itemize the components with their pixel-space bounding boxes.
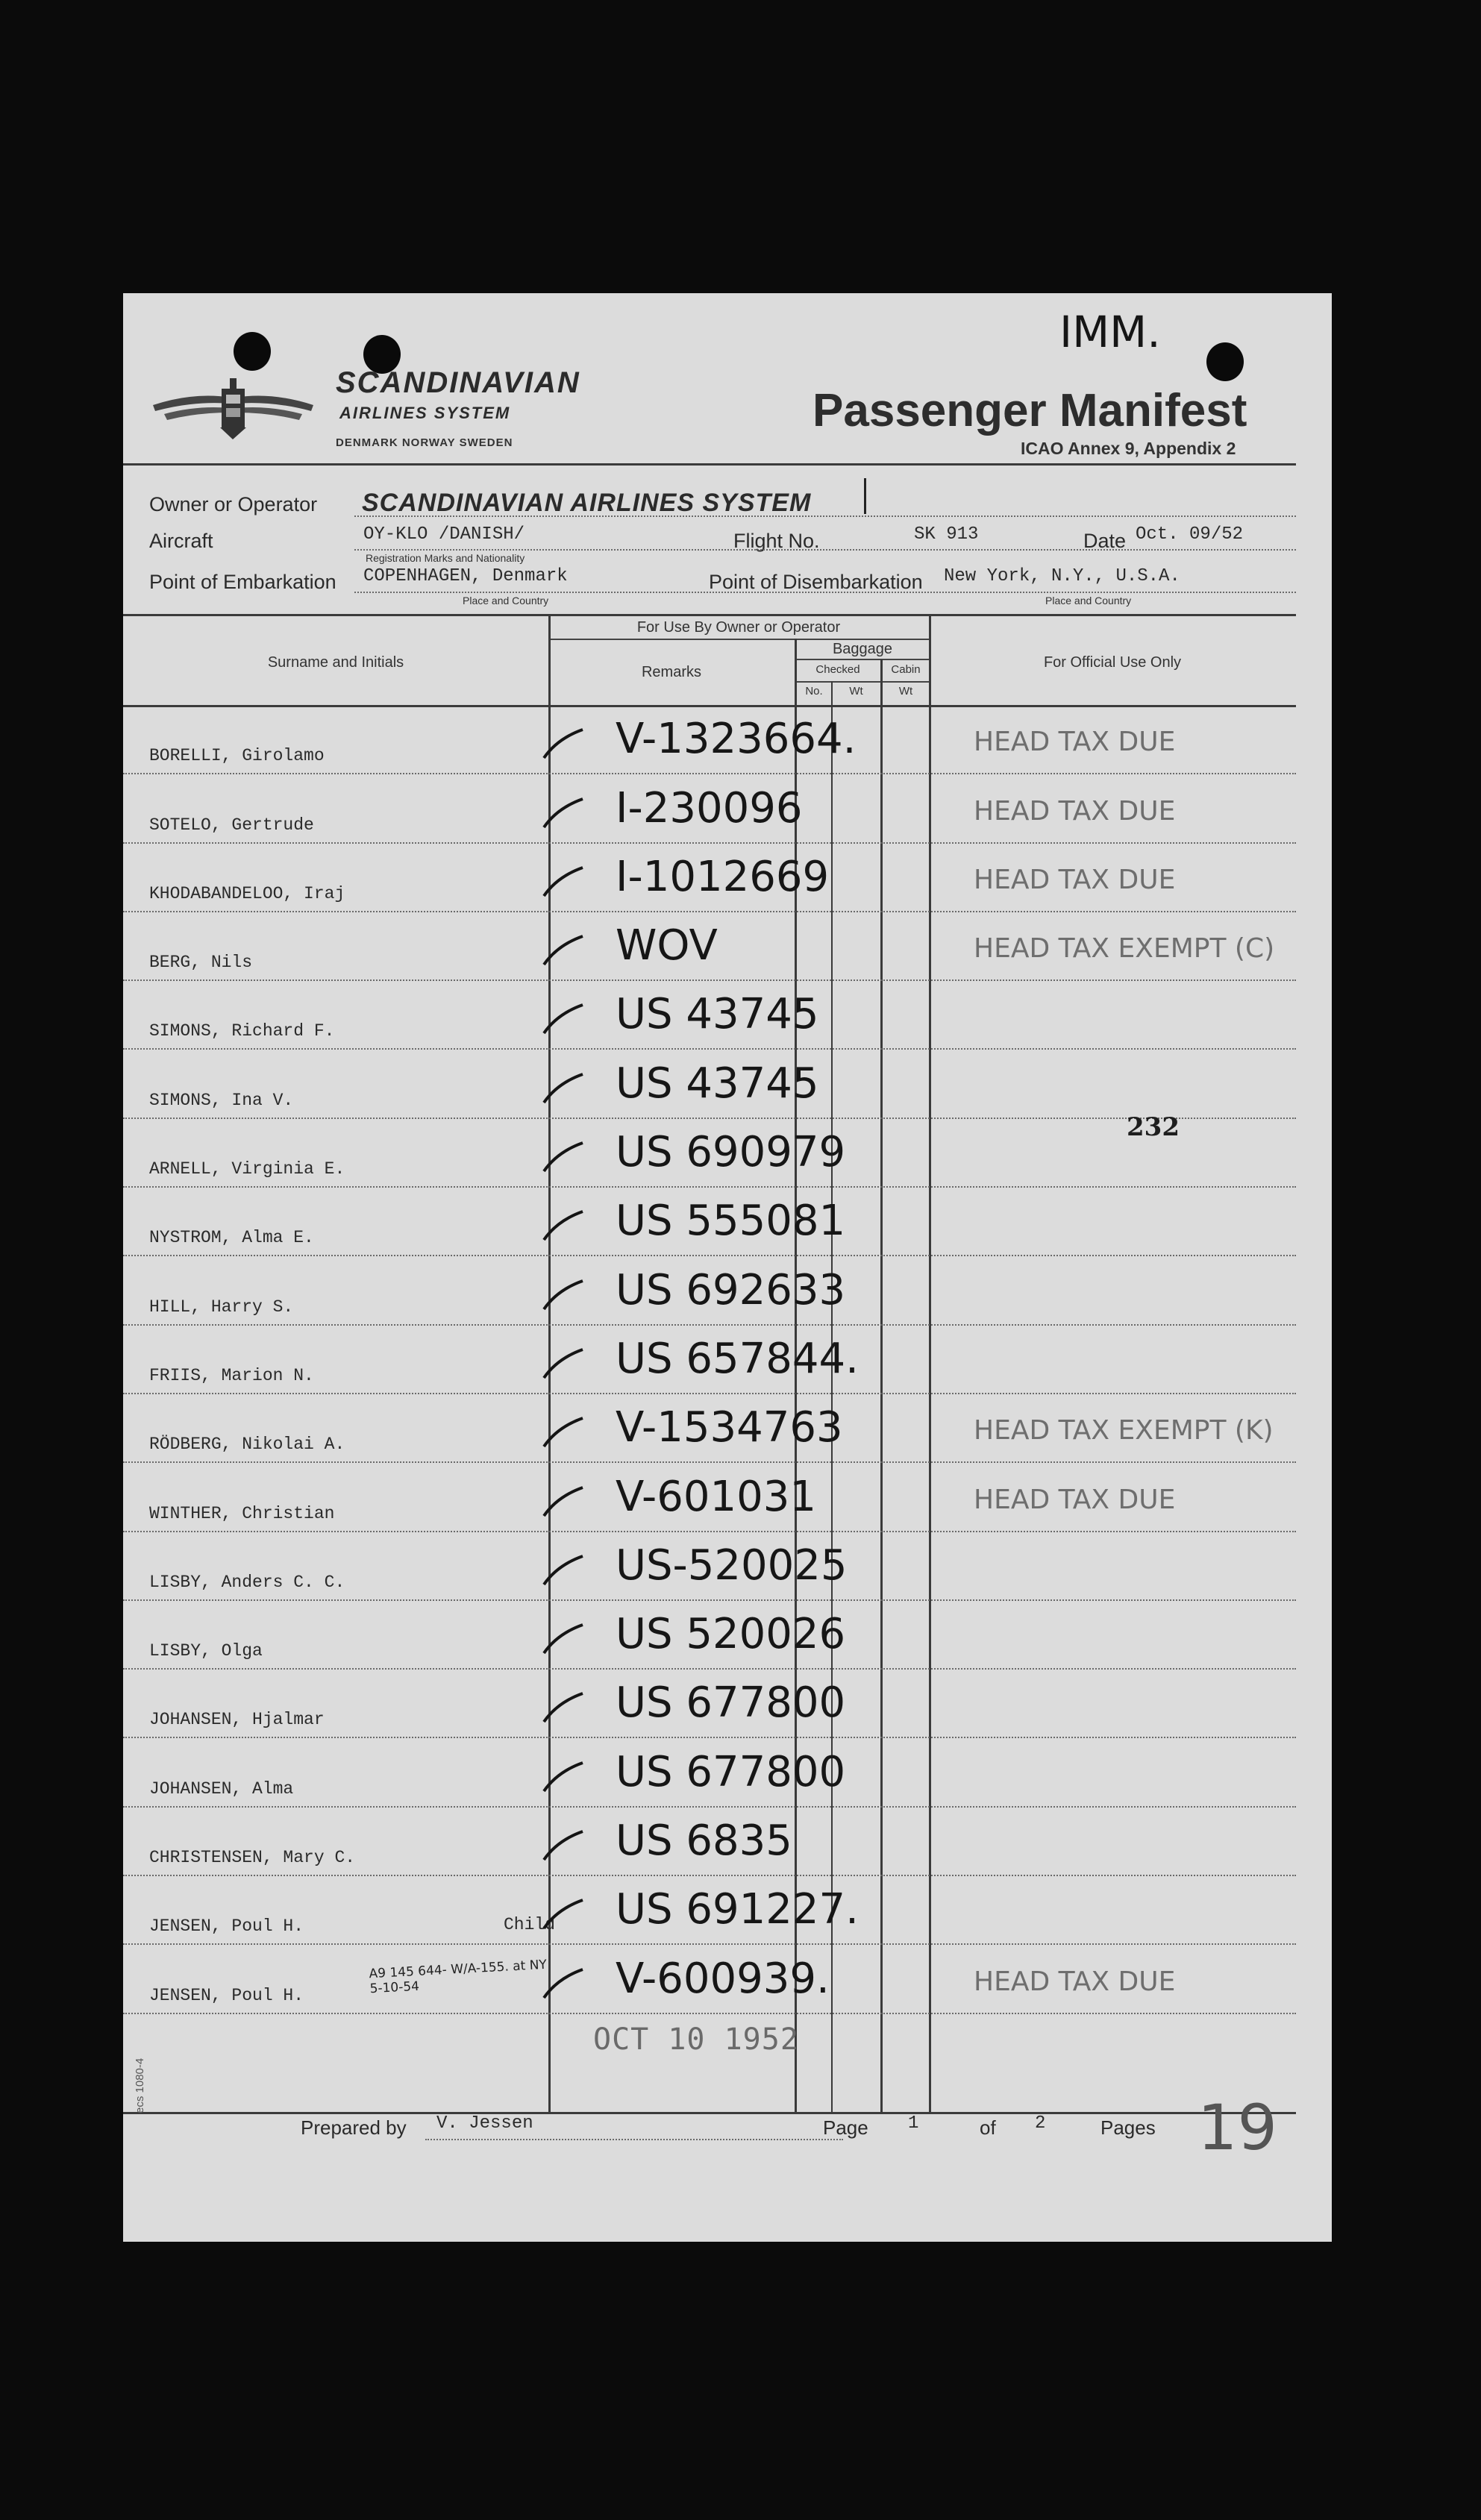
passenger-name: HILL, Harry S.	[149, 1297, 294, 1317]
passenger-note: A9 145 644- W/A-155. at NY 5-10-54	[369, 1957, 548, 1996]
remark-handwritten: US 520026	[616, 1610, 846, 1659]
passenger-name: JOHANSEN, Alma	[149, 1778, 294, 1799]
passenger-name: SIMONS, Ina V.	[149, 1090, 294, 1110]
check-mark-icon	[541, 1345, 586, 1382]
official-stamp: HEAD TAX EXEMPT (K)	[974, 1415, 1274, 1447]
row-rule	[123, 1118, 1296, 1119]
row-rule	[123, 1461, 1296, 1463]
pages-label: Pages	[1100, 2116, 1156, 2139]
header-baggage: Baggage	[832, 641, 893, 657]
remark-handwritten: US 690979	[616, 1128, 846, 1177]
table-row	[123, 914, 1296, 982]
official-stamp: HEAD TAX DUE	[974, 795, 1176, 827]
row-rule	[123, 1324, 1296, 1326]
passenger-note: Child	[504, 1915, 556, 1935]
row-rule	[123, 1668, 1296, 1670]
table-row	[123, 1258, 1296, 1326]
check-mark-icon	[541, 1965, 586, 2002]
header-owner-use-rule	[548, 639, 929, 640]
row-rule	[123, 842, 1296, 844]
table-row	[123, 1120, 1296, 1189]
flight-value: SK 913	[914, 524, 979, 545]
row-rule	[123, 1806, 1296, 1808]
table-row	[123, 1534, 1296, 1602]
table-row	[123, 1740, 1296, 1809]
passenger-name: SOTELO, Gertrude	[149, 815, 314, 835]
airline-countries: DENMARK NORWAY SWEDEN	[336, 436, 513, 449]
remark-handwritten: V-601031	[616, 1472, 817, 1521]
remark-handwritten: I-230096	[616, 783, 803, 833]
of-label: of	[980, 2116, 996, 2139]
passenger-name: FRIIS, Marion N.	[149, 1365, 314, 1385]
row-rule	[123, 1186, 1296, 1188]
manifest-sheet	[123, 293, 1332, 2242]
remark-handwritten: V-1323664.	[616, 715, 857, 764]
header-checked: Checked	[815, 663, 860, 676]
remark-handwritten: US 691227.	[616, 1885, 859, 1934]
passenger-name: JOHANSEN, Hjalmar	[149, 1710, 325, 1730]
row-rule	[123, 1255, 1296, 1256]
row-rule	[123, 1393, 1296, 1394]
row-rule	[123, 1943, 1296, 1945]
row-rule	[123, 1737, 1296, 1738]
handwritten-stroke	[864, 478, 866, 514]
table-row	[123, 1809, 1296, 1878]
official-stamp: HEAD TAX DUE	[974, 864, 1176, 895]
passenger-name: BERG, Nils	[149, 953, 253, 973]
check-mark-icon	[541, 1207, 586, 1244]
of-value: 2	[1035, 2113, 1046, 2134]
passenger-name: LISBY, Olga	[149, 1641, 263, 1661]
date-stamp: OCT 10 1952	[593, 2022, 799, 2057]
check-mark-icon	[541, 1896, 586, 1933]
row-rule	[123, 980, 1296, 981]
table-row	[123, 1946, 1296, 2015]
check-mark-icon	[541, 1070, 586, 1107]
check-mark-icon	[541, 1276, 586, 1314]
stamp-number: 232	[1127, 1112, 1180, 1142]
remark-handwritten: US-520025	[616, 1540, 848, 1590]
header-no: No.	[805, 685, 823, 698]
owner-rule	[354, 515, 1296, 517]
passenger-name: SIMONS, Richard F.	[149, 1021, 335, 1041]
header-baggage-rule	[796, 659, 929, 660]
check-mark-icon	[541, 1758, 586, 1796]
passenger-name: NYSTROM, Alma E.	[149, 1228, 314, 1248]
prepared-value: V. Jessen	[436, 2113, 533, 2134]
table-row	[123, 707, 1296, 776]
table-row	[123, 1327, 1296, 1396]
aircraft-value: OY-KLO /DANISH/	[363, 524, 525, 545]
airline-name: SCANDINAVIAN	[336, 366, 580, 399]
header-divider	[123, 463, 1296, 466]
row-rule	[123, 1048, 1296, 1050]
row-rule	[123, 1875, 1296, 1876]
header-checked-rule	[796, 681, 929, 683]
prepared-label: Prepared by	[301, 2116, 407, 2139]
table-row	[123, 982, 1296, 1051]
check-mark-icon	[541, 1483, 586, 1520]
remark-handwritten: US 692633	[616, 1265, 846, 1314]
page-value: 1	[908, 2113, 919, 2134]
table-row	[123, 1464, 1296, 1533]
check-mark-icon	[541, 1138, 586, 1176]
table-bottom-rule	[123, 2112, 1296, 2114]
check-mark-icon	[541, 932, 586, 969]
disembarkation-label: Point of Disembarkation	[709, 571, 923, 593]
embarkation-rule	[354, 592, 1296, 593]
handwritten-page-number: 19	[1197, 2091, 1277, 2164]
date-label: Date	[1083, 530, 1127, 552]
airline-subtitle: AIRLINES SYSTEM	[339, 404, 511, 422]
owner-value: SCANDINAVIAN AIRLINES SYSTEM	[362, 489, 812, 517]
aircraft-label: Aircraft	[149, 530, 213, 552]
check-mark-icon	[541, 1689, 586, 1726]
table-row	[123, 1189, 1296, 1258]
passenger-name: ARNELL, Virginia E.	[149, 1159, 345, 1179]
table-row	[123, 1052, 1296, 1120]
check-mark-icon	[541, 1000, 586, 1038]
table-row	[123, 1878, 1296, 1946]
passenger-name: JENSEN, Poul H.	[149, 1985, 304, 2005]
check-mark-icon	[541, 1827, 586, 1864]
header-owner-use: For Use By Owner or Operator	[636, 619, 841, 636]
row-rule	[123, 2013, 1296, 2014]
passenger-name: RÖDBERG, Nikolai A.	[149, 1435, 345, 1455]
header-remarks: Remarks	[641, 664, 701, 680]
official-stamp: HEAD TAX EXEMPT (C)	[974, 933, 1275, 965]
row-rule	[123, 1599, 1296, 1601]
table-top-rule	[123, 614, 1296, 616]
embarkation-label: Point of Embarkation	[149, 571, 336, 593]
punch-hole	[234, 332, 271, 371]
row-rule	[123, 1531, 1296, 1532]
row-rule	[123, 773, 1296, 774]
punch-hole	[1206, 342, 1244, 381]
header-cabin: Cabin	[891, 663, 921, 676]
remark-handwritten: WOV	[616, 921, 718, 971]
flight-label: Flight No.	[733, 530, 820, 552]
check-mark-icon	[541, 863, 586, 900]
prepared-rule	[425, 2139, 843, 2140]
check-mark-icon	[541, 1552, 586, 1589]
header-wt: Wt	[849, 685, 863, 698]
remark-handwritten: US 677800	[616, 1679, 846, 1728]
disembarkation-caption: Place and Country	[1045, 595, 1132, 607]
form-title: Passenger Manifest	[812, 385, 1247, 436]
table-row	[123, 1396, 1296, 1464]
passenger-name: JENSEN, Poul H.	[149, 1916, 304, 1937]
official-stamp: HEAD TAX DUE	[974, 1966, 1176, 1997]
header-cabin-wt: Wt	[898, 685, 913, 698]
aircraft-caption: Registration Marks and Nationality	[366, 552, 525, 564]
table-row	[123, 845, 1296, 914]
side-code: ecs 1080-4	[134, 2057, 146, 2113]
check-mark-icon	[541, 1414, 586, 1451]
remark-handwritten: V-600939.	[616, 1954, 830, 2003]
remark-handwritten: US 6835	[616, 1817, 792, 1866]
remark-handwritten: I-1012669	[616, 852, 830, 901]
passenger-name: LISBY, Anders C. C.	[149, 1572, 345, 1592]
passenger-name: KHODABANDELOO, Iraj	[149, 883, 345, 903]
header-surname: Surname and Initials	[267, 654, 404, 671]
passenger-name: WINTHER, Christian	[149, 1503, 335, 1523]
table-row	[123, 776, 1296, 844]
passenger-name: CHRISTENSEN, Mary C.	[149, 1848, 356, 1868]
embarkation-value: COPENHAGEN, Denmark	[363, 566, 568, 586]
official-stamp: HEAD TAX DUE	[974, 1484, 1176, 1515]
table-row	[123, 1671, 1296, 1740]
table-row	[123, 1602, 1296, 1671]
disembarkation-value: New York, N.Y., U.S.A.	[944, 566, 1180, 586]
check-mark-icon	[541, 1620, 586, 1658]
date-value: Oct. 09/52	[1136, 524, 1244, 545]
owner-label: Owner or Operator	[149, 493, 318, 515]
remark-handwritten: V-1534763	[616, 1403, 843, 1452]
page-label: Page	[823, 2116, 868, 2139]
remark-handwritten: US 657844.	[616, 1334, 859, 1383]
official-stamp: HEAD TAX DUE	[974, 727, 1176, 758]
remark-handwritten: US 555081	[616, 1197, 846, 1246]
sas-wings-logo-icon	[149, 375, 317, 442]
form-subtitle: ICAO Annex 9, Appendix 2	[1021, 439, 1236, 458]
remark-handwritten: US 677800	[616, 1747, 846, 1796]
check-mark-icon	[541, 794, 586, 832]
remark-handwritten: US 43745	[616, 1059, 819, 1108]
aircraft-rule	[354, 549, 1296, 551]
embarkation-caption: Place and Country	[463, 595, 549, 607]
passenger-name: BORELLI, Girolamo	[149, 746, 325, 766]
header-official: For Official Use Only	[1043, 654, 1182, 671]
check-mark-icon	[541, 725, 586, 762]
row-rule	[123, 911, 1296, 912]
handwritten-imm-mark: IMM.	[1059, 307, 1161, 357]
remark-handwritten: US 43745	[616, 990, 819, 1039]
